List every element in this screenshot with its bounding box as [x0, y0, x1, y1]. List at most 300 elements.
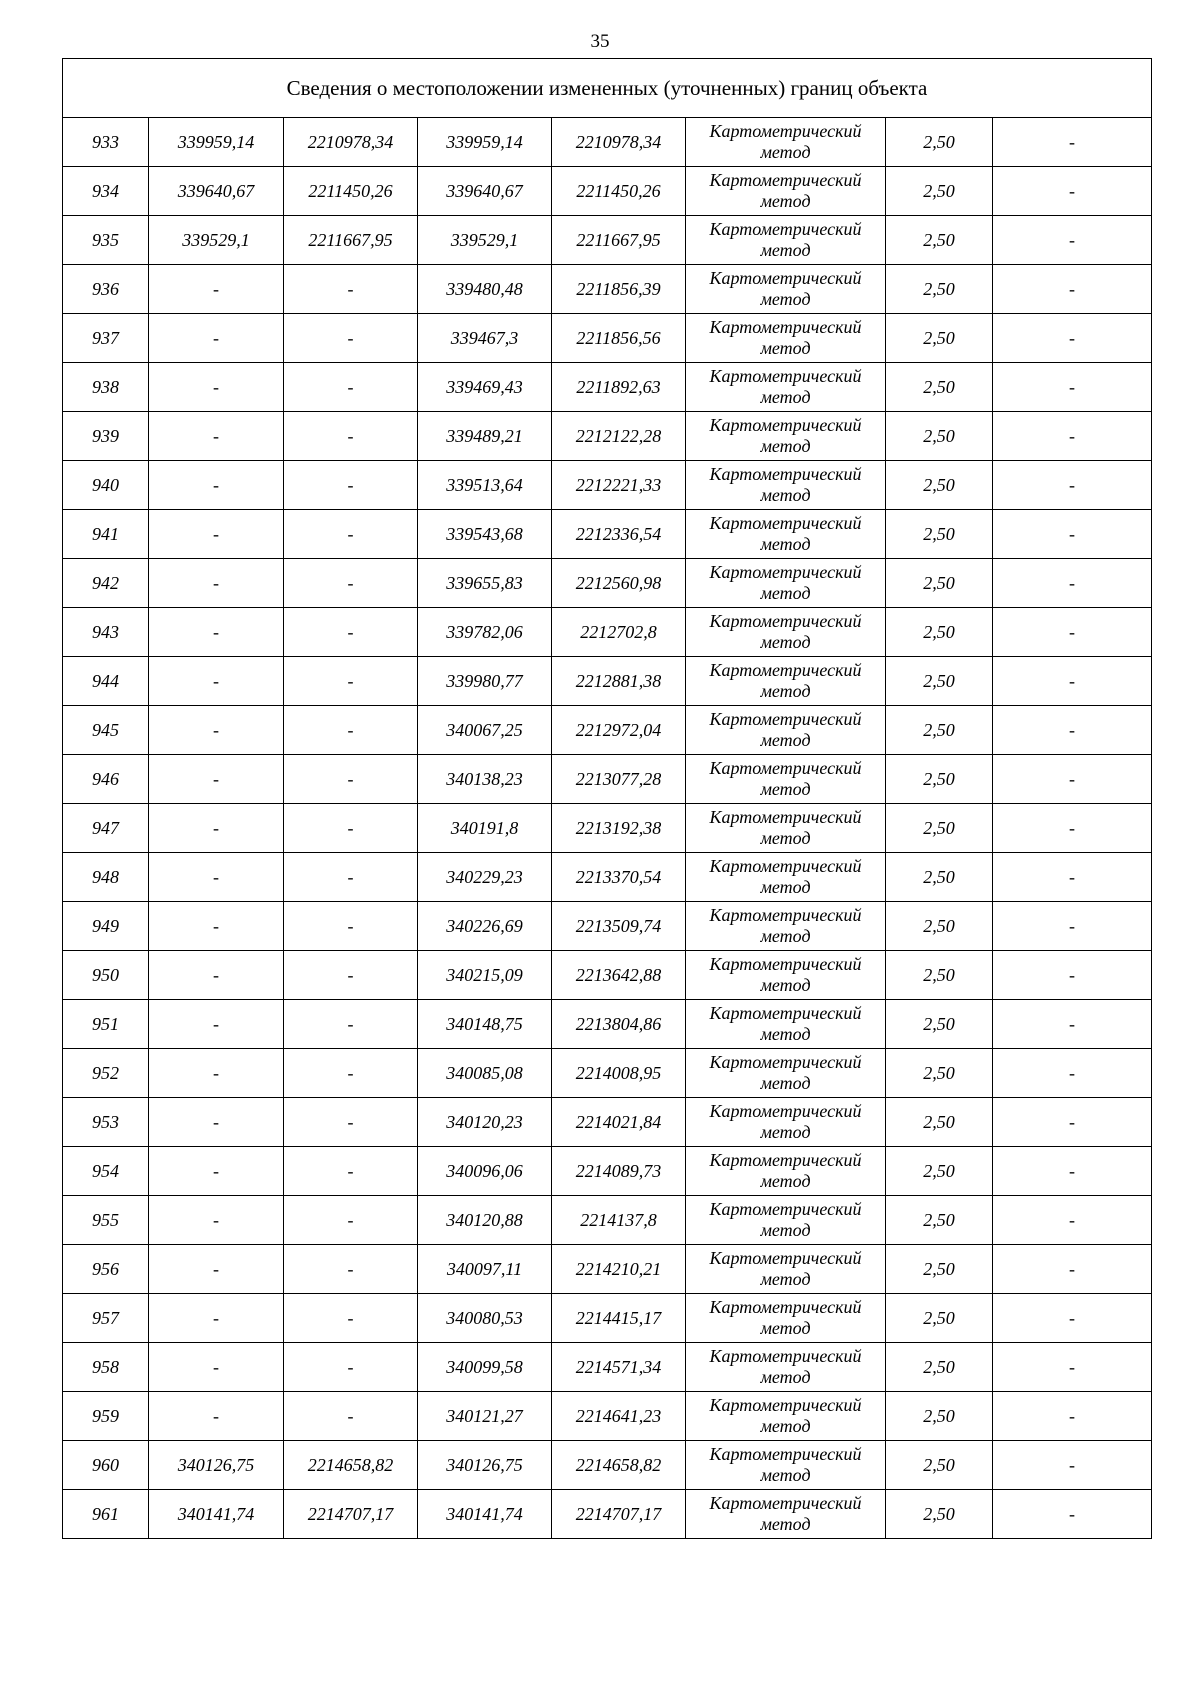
- method-text: Картометрический: [709, 758, 862, 778]
- x-existing-cell: 339959,14: [149, 118, 284, 167]
- method-text: метод: [760, 436, 811, 456]
- y-existing-cell: -: [284, 314, 418, 363]
- x-refined-cell: 340191,8: [418, 804, 552, 853]
- table-row: [63, 559, 1152, 608]
- point-number-cell: 960: [63, 1441, 149, 1490]
- table-row: [63, 1098, 1152, 1147]
- method-cell: [686, 363, 886, 412]
- note-cell: -: [993, 1000, 1152, 1049]
- precision-cell: 2,50: [886, 706, 993, 755]
- y-existing-cell: 2214707,17: [284, 1490, 418, 1539]
- point-number-cell: 934: [63, 167, 149, 216]
- x-existing-cell: -: [149, 1147, 284, 1196]
- point-number-cell: 939: [63, 412, 149, 461]
- method-text: Картометрический: [709, 1395, 862, 1415]
- y-existing-cell: -: [284, 1245, 418, 1294]
- method-cell: [686, 1245, 886, 1294]
- x-refined-cell: 339467,3: [418, 314, 552, 363]
- table-row: [63, 1343, 1152, 1392]
- point-number-cell: 952: [63, 1049, 149, 1098]
- note-cell: -: [993, 1098, 1152, 1147]
- note-cell: -: [993, 804, 1152, 853]
- point-number-cell: 935: [63, 216, 149, 265]
- note-cell: -: [993, 167, 1152, 216]
- method-text: метод: [760, 240, 811, 260]
- method-text: метод: [760, 1073, 811, 1093]
- method-text: метод: [760, 1465, 811, 1485]
- x-existing-cell: -: [149, 265, 284, 314]
- y-refined-cell: 2214137,8: [552, 1196, 686, 1245]
- precision-cell: 2,50: [886, 1147, 993, 1196]
- y-refined-cell: 2214571,34: [552, 1343, 686, 1392]
- table-row: [63, 1294, 1152, 1343]
- table-row: [63, 902, 1152, 951]
- table-row: [63, 853, 1152, 902]
- method-cell: [686, 1196, 886, 1245]
- precision-cell: 2,50: [886, 951, 993, 1000]
- method-text: Картометрический: [709, 1003, 862, 1023]
- y-existing-cell: -: [284, 1343, 418, 1392]
- precision-cell: 2,50: [886, 461, 993, 510]
- y-existing-cell: 2210978,34: [284, 118, 418, 167]
- method-cell: [686, 902, 886, 951]
- table-row: [63, 755, 1152, 804]
- method-text: Картометрический: [709, 513, 862, 533]
- point-number-cell: 946: [63, 755, 149, 804]
- method-cell: [686, 216, 886, 265]
- method-text: Картометрический: [709, 660, 862, 680]
- method-cell: [686, 1000, 886, 1049]
- method-text: метод: [760, 1122, 811, 1142]
- x-refined-cell: 340229,23: [418, 853, 552, 902]
- table-row: [63, 118, 1152, 167]
- y-refined-cell: 2214415,17: [552, 1294, 686, 1343]
- x-refined-cell: 339469,43: [418, 363, 552, 412]
- point-number-cell: 954: [63, 1147, 149, 1196]
- y-existing-cell: -: [284, 804, 418, 853]
- note-cell: -: [993, 1392, 1152, 1441]
- note-cell: -: [993, 559, 1152, 608]
- y-existing-cell: -: [284, 265, 418, 314]
- y-refined-cell: 2212972,04: [552, 706, 686, 755]
- x-existing-cell: -: [149, 314, 284, 363]
- method-text: метод: [760, 828, 811, 848]
- precision-cell: 2,50: [886, 216, 993, 265]
- point-number-cell: 933: [63, 118, 149, 167]
- method-cell: [686, 951, 886, 1000]
- method-cell: [686, 167, 886, 216]
- method-text: Картометрический: [709, 464, 862, 484]
- method-text: метод: [760, 142, 811, 162]
- method-text: Картометрический: [709, 562, 862, 582]
- note-cell: -: [993, 951, 1152, 1000]
- x-refined-cell: 340099,58: [418, 1343, 552, 1392]
- point-number-cell: 951: [63, 1000, 149, 1049]
- note-cell: -: [993, 118, 1152, 167]
- method-text: Картометрический: [709, 611, 862, 631]
- precision-cell: 2,50: [886, 853, 993, 902]
- x-existing-cell: -: [149, 1000, 284, 1049]
- method-text: метод: [760, 1416, 811, 1436]
- precision-cell: 2,50: [886, 1196, 993, 1245]
- point-number-cell: 943: [63, 608, 149, 657]
- point-number-cell: 949: [63, 902, 149, 951]
- table-row: [63, 510, 1152, 559]
- point-number-cell: 941: [63, 510, 149, 559]
- table-row: [63, 412, 1152, 461]
- x-existing-cell: -: [149, 1245, 284, 1294]
- x-refined-cell: 339655,83: [418, 559, 552, 608]
- table-row: [63, 461, 1152, 510]
- x-refined-cell: 340141,74: [418, 1490, 552, 1539]
- x-refined-cell: 340120,23: [418, 1098, 552, 1147]
- precision-cell: 2,50: [886, 265, 993, 314]
- x-refined-cell: 339980,77: [418, 657, 552, 706]
- x-existing-cell: 339529,1: [149, 216, 284, 265]
- y-existing-cell: -: [284, 1294, 418, 1343]
- table-title: Сведения о местоположении измененных (уточненных) границ объекта: [63, 59, 1152, 118]
- note-cell: -: [993, 1147, 1152, 1196]
- y-refined-cell: 2214089,73: [552, 1147, 686, 1196]
- table-row: [63, 1490, 1152, 1539]
- x-existing-cell: 340126,75: [149, 1441, 284, 1490]
- y-existing-cell: -: [284, 1196, 418, 1245]
- y-existing-cell: -: [284, 608, 418, 657]
- y-existing-cell: -: [284, 706, 418, 755]
- method-text: метод: [760, 877, 811, 897]
- precision-cell: 2,50: [886, 1000, 993, 1049]
- precision-cell: 2,50: [886, 1392, 993, 1441]
- method-text: метод: [760, 681, 811, 701]
- y-existing-cell: -: [284, 461, 418, 510]
- precision-cell: 2,50: [886, 1294, 993, 1343]
- table-body: [63, 118, 1152, 1539]
- precision-cell: 2,50: [886, 804, 993, 853]
- note-cell: -: [993, 314, 1152, 363]
- x-existing-cell: 339640,67: [149, 167, 284, 216]
- y-refined-cell: 2214707,17: [552, 1490, 686, 1539]
- y-refined-cell: 2214008,95: [552, 1049, 686, 1098]
- note-cell: -: [993, 461, 1152, 510]
- y-existing-cell: -: [284, 559, 418, 608]
- x-refined-cell: 339959,14: [418, 118, 552, 167]
- method-cell: [686, 804, 886, 853]
- y-refined-cell: 2211856,39: [552, 265, 686, 314]
- method-text: Картометрический: [709, 1493, 862, 1513]
- y-existing-cell: -: [284, 1392, 418, 1441]
- method-cell: [686, 1343, 886, 1392]
- point-number-cell: 953: [63, 1098, 149, 1147]
- y-refined-cell: 2214210,21: [552, 1245, 686, 1294]
- note-cell: -: [993, 363, 1152, 412]
- y-existing-cell: -: [284, 510, 418, 559]
- x-refined-cell: 340080,53: [418, 1294, 552, 1343]
- method-text: метод: [760, 779, 811, 799]
- y-refined-cell: 2212702,8: [552, 608, 686, 657]
- y-existing-cell: -: [284, 1000, 418, 1049]
- method-cell: [686, 608, 886, 657]
- method-text: Картометрический: [709, 317, 862, 337]
- precision-cell: 2,50: [886, 412, 993, 461]
- x-refined-cell: 339640,67: [418, 167, 552, 216]
- table-row: [63, 1196, 1152, 1245]
- y-existing-cell: -: [284, 853, 418, 902]
- method-text: метод: [760, 387, 811, 407]
- x-refined-cell: 340097,11: [418, 1245, 552, 1294]
- x-existing-cell: -: [149, 559, 284, 608]
- note-cell: -: [993, 412, 1152, 461]
- y-refined-cell: 2213192,38: [552, 804, 686, 853]
- table-row: [63, 1245, 1152, 1294]
- point-number-cell: 959: [63, 1392, 149, 1441]
- method-cell: [686, 657, 886, 706]
- y-existing-cell: -: [284, 1049, 418, 1098]
- precision-cell: 2,50: [886, 314, 993, 363]
- x-existing-cell: -: [149, 510, 284, 559]
- method-text: метод: [760, 534, 811, 554]
- y-existing-cell: -: [284, 902, 418, 951]
- note-cell: -: [993, 1343, 1152, 1392]
- method-text: Картометрический: [709, 415, 862, 435]
- point-number-cell: 942: [63, 559, 149, 608]
- table-row: [63, 167, 1152, 216]
- method-cell: [686, 559, 886, 608]
- y-refined-cell: 2212560,98: [552, 559, 686, 608]
- table-row: [63, 1000, 1152, 1049]
- x-existing-cell: -: [149, 804, 284, 853]
- y-existing-cell: -: [284, 657, 418, 706]
- method-text: метод: [760, 1171, 811, 1191]
- y-refined-cell: 2213077,28: [552, 755, 686, 804]
- method-text: Картометрический: [709, 121, 862, 141]
- method-text: метод: [760, 1367, 811, 1387]
- table-row: [63, 804, 1152, 853]
- table-row: [63, 363, 1152, 412]
- table-row: [63, 265, 1152, 314]
- y-refined-cell: 2213509,74: [552, 902, 686, 951]
- y-existing-cell: -: [284, 1147, 418, 1196]
- precision-cell: 2,50: [886, 1441, 993, 1490]
- point-number-cell: 950: [63, 951, 149, 1000]
- method-text: Картометрический: [709, 1199, 862, 1219]
- method-text: метод: [760, 338, 811, 358]
- method-cell: [686, 1392, 886, 1441]
- table-row: [63, 657, 1152, 706]
- note-cell: -: [993, 902, 1152, 951]
- x-existing-cell: -: [149, 1392, 284, 1441]
- precision-cell: 2,50: [886, 510, 993, 559]
- y-refined-cell: 2210978,34: [552, 118, 686, 167]
- method-text: Картометрический: [709, 905, 862, 925]
- y-existing-cell: -: [284, 363, 418, 412]
- y-refined-cell: 2213804,86: [552, 1000, 686, 1049]
- note-cell: -: [993, 510, 1152, 559]
- precision-cell: 2,50: [886, 755, 993, 804]
- note-cell: -: [993, 265, 1152, 314]
- method-cell: [686, 1049, 886, 1098]
- note-cell: -: [993, 657, 1152, 706]
- method-text: метод: [760, 632, 811, 652]
- method-text: Картометрический: [709, 1346, 862, 1366]
- note-cell: -: [993, 755, 1152, 804]
- x-refined-cell: 339543,68: [418, 510, 552, 559]
- x-refined-cell: 340085,08: [418, 1049, 552, 1098]
- point-number-cell: 944: [63, 657, 149, 706]
- method-text: Картометрический: [709, 954, 862, 974]
- method-cell: [686, 412, 886, 461]
- method-cell: [686, 461, 886, 510]
- method-text: метод: [760, 1024, 811, 1044]
- method-text: метод: [760, 583, 811, 603]
- precision-cell: 2,50: [886, 902, 993, 951]
- precision-cell: 2,50: [886, 559, 993, 608]
- method-text: метод: [760, 730, 811, 750]
- method-text: Картометрический: [709, 807, 862, 827]
- method-cell: [686, 510, 886, 559]
- boundary-table: [62, 58, 1152, 1539]
- point-number-cell: 958: [63, 1343, 149, 1392]
- x-existing-cell: -: [149, 706, 284, 755]
- table-row: [63, 1441, 1152, 1490]
- x-existing-cell: -: [149, 902, 284, 951]
- note-cell: -: [993, 1441, 1152, 1490]
- method-text: метод: [760, 191, 811, 211]
- point-number-cell: 961: [63, 1490, 149, 1539]
- method-cell: [686, 118, 886, 167]
- y-existing-cell: -: [284, 412, 418, 461]
- y-refined-cell: 2211856,56: [552, 314, 686, 363]
- x-existing-cell: -: [149, 608, 284, 657]
- method-text: Картометрический: [709, 170, 862, 190]
- x-existing-cell: -: [149, 1294, 284, 1343]
- x-existing-cell: -: [149, 1049, 284, 1098]
- y-refined-cell: 2213642,88: [552, 951, 686, 1000]
- table-row: [63, 608, 1152, 657]
- x-existing-cell: -: [149, 363, 284, 412]
- note-cell: -: [993, 1196, 1152, 1245]
- y-existing-cell: -: [284, 951, 418, 1000]
- x-refined-cell: 340126,75: [418, 1441, 552, 1490]
- x-existing-cell: -: [149, 1196, 284, 1245]
- method-cell: [686, 1294, 886, 1343]
- x-existing-cell: -: [149, 461, 284, 510]
- y-existing-cell: 2211667,95: [284, 216, 418, 265]
- method-cell: [686, 1147, 886, 1196]
- point-number-cell: 937: [63, 314, 149, 363]
- method-text: Картометрический: [709, 268, 862, 288]
- table-row: [63, 314, 1152, 363]
- method-cell: [686, 1441, 886, 1490]
- x-refined-cell: 340121,27: [418, 1392, 552, 1441]
- y-refined-cell: 2214641,23: [552, 1392, 686, 1441]
- x-refined-cell: 339782,06: [418, 608, 552, 657]
- point-number-cell: 955: [63, 1196, 149, 1245]
- note-cell: -: [993, 608, 1152, 657]
- y-existing-cell: 2211450,26: [284, 167, 418, 216]
- point-number-cell: 957: [63, 1294, 149, 1343]
- method-text: Картометрический: [709, 1150, 862, 1170]
- point-number-cell: 938: [63, 363, 149, 412]
- precision-cell: 2,50: [886, 118, 993, 167]
- method-text: метод: [760, 289, 811, 309]
- y-refined-cell: 2213370,54: [552, 853, 686, 902]
- method-text: Картометрический: [709, 1052, 862, 1072]
- method-text: Картометрический: [709, 1248, 862, 1268]
- method-text: Картометрический: [709, 1444, 862, 1464]
- x-existing-cell: -: [149, 755, 284, 804]
- y-refined-cell: 2211667,95: [552, 216, 686, 265]
- point-number-cell: 940: [63, 461, 149, 510]
- note-cell: -: [993, 1294, 1152, 1343]
- method-text: Картометрический: [709, 856, 862, 876]
- method-cell: [686, 1098, 886, 1147]
- method-cell: [686, 314, 886, 363]
- method-text: Картометрический: [709, 1297, 862, 1317]
- method-text: Картометрический: [709, 219, 862, 239]
- x-existing-cell: -: [149, 1343, 284, 1392]
- y-refined-cell: 2212881,38: [552, 657, 686, 706]
- method-text: Картометрический: [709, 366, 862, 386]
- table-row: [63, 1049, 1152, 1098]
- y-refined-cell: 2212221,33: [552, 461, 686, 510]
- x-existing-cell: -: [149, 657, 284, 706]
- y-refined-cell: 2212122,28: [552, 412, 686, 461]
- x-refined-cell: 339489,21: [418, 412, 552, 461]
- table-row: [63, 216, 1152, 265]
- y-existing-cell: 2214658,82: [284, 1441, 418, 1490]
- x-existing-cell: -: [149, 951, 284, 1000]
- precision-cell: 2,50: [886, 608, 993, 657]
- note-cell: -: [993, 853, 1152, 902]
- x-existing-cell: -: [149, 412, 284, 461]
- method-cell: [686, 755, 886, 804]
- precision-cell: 2,50: [886, 657, 993, 706]
- method-text: Картометрический: [709, 709, 862, 729]
- y-refined-cell: 2211450,26: [552, 167, 686, 216]
- method-cell: [686, 1490, 886, 1539]
- point-number-cell: 945: [63, 706, 149, 755]
- method-text: метод: [760, 1220, 811, 1240]
- method-text: метод: [760, 1318, 811, 1338]
- table-row: [63, 1392, 1152, 1441]
- table-row: [63, 951, 1152, 1000]
- y-refined-cell: 2211892,63: [552, 363, 686, 412]
- precision-cell: 2,50: [886, 1343, 993, 1392]
- note-cell: -: [993, 1245, 1152, 1294]
- x-existing-cell: 340141,74: [149, 1490, 284, 1539]
- note-cell: -: [993, 1049, 1152, 1098]
- table-row: [63, 1147, 1152, 1196]
- x-existing-cell: -: [149, 1098, 284, 1147]
- x-refined-cell: 340215,09: [418, 951, 552, 1000]
- point-number-cell: 956: [63, 1245, 149, 1294]
- point-number-cell: 947: [63, 804, 149, 853]
- precision-cell: 2,50: [886, 167, 993, 216]
- page-number: 35: [590, 31, 610, 52]
- method-text: метод: [760, 975, 811, 995]
- y-refined-cell: 2214658,82: [552, 1441, 686, 1490]
- method-cell: [686, 265, 886, 314]
- precision-cell: 2,50: [886, 1490, 993, 1539]
- point-number-cell: 936: [63, 265, 149, 314]
- table-row: [63, 706, 1152, 755]
- x-refined-cell: 340148,75: [418, 1000, 552, 1049]
- x-existing-cell: -: [149, 853, 284, 902]
- note-cell: -: [993, 1490, 1152, 1539]
- x-refined-cell: 340067,25: [418, 706, 552, 755]
- x-refined-cell: 340096,06: [418, 1147, 552, 1196]
- method-text: метод: [760, 1514, 811, 1534]
